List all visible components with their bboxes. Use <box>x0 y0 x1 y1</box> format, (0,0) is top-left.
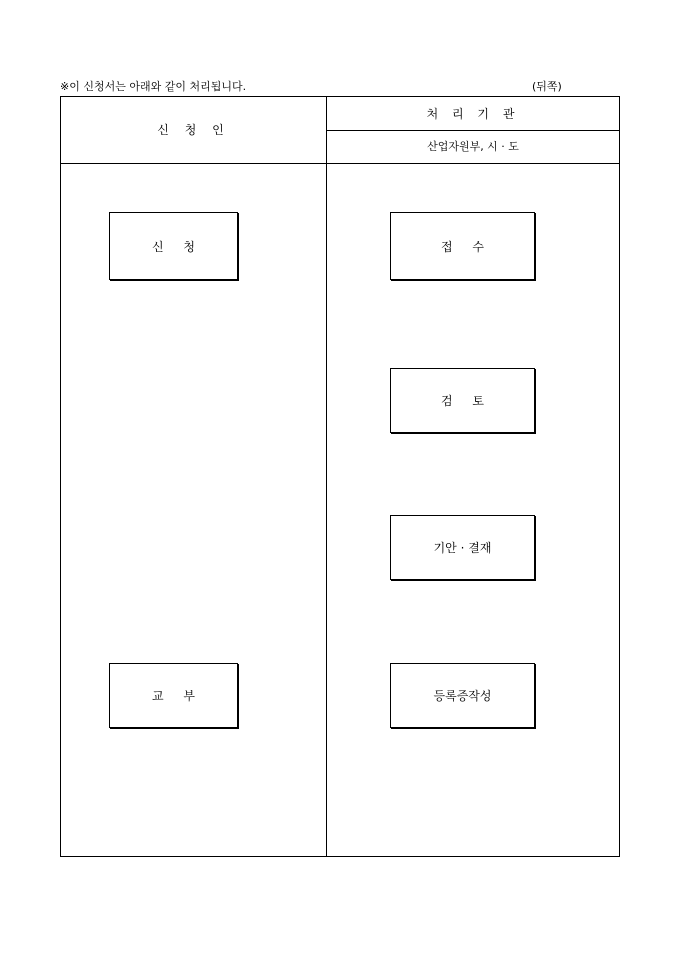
step-draft-approval-box <box>390 515 535 580</box>
processing-note: ※이 신청서는 아래와 같이 처리됩니다. <box>60 80 247 93</box>
page-side-label: (뒤쪽) <box>532 80 562 93</box>
step-review-box <box>390 368 535 433</box>
step-delivery-label: 교 부 <box>152 689 203 703</box>
column-divider <box>326 97 327 856</box>
step-review-label: 검 토 <box>441 394 492 408</box>
process-table <box>60 96 620 857</box>
step-receipt-label: 접 수 <box>441 239 492 254</box>
step-apply-box <box>109 212 238 280</box>
step-certificate-label: 등록증작성 <box>433 689 492 703</box>
header-divider <box>61 163 619 164</box>
agency-header-divider <box>327 130 619 131</box>
step-draft-approval-label: 기안 · 결재 <box>433 541 492 555</box>
applicant-column-header: 신 청 인 <box>157 123 230 137</box>
step-receipt-box <box>390 212 535 280</box>
agency-column-header: 처 리 기 관 <box>426 107 520 121</box>
step-certificate-box <box>390 663 535 728</box>
step-delivery-box <box>109 663 238 728</box>
step-apply-label: 신 청 <box>152 239 203 254</box>
agency-column-subheader: 산업자원부, 시 · 도 <box>427 140 519 153</box>
